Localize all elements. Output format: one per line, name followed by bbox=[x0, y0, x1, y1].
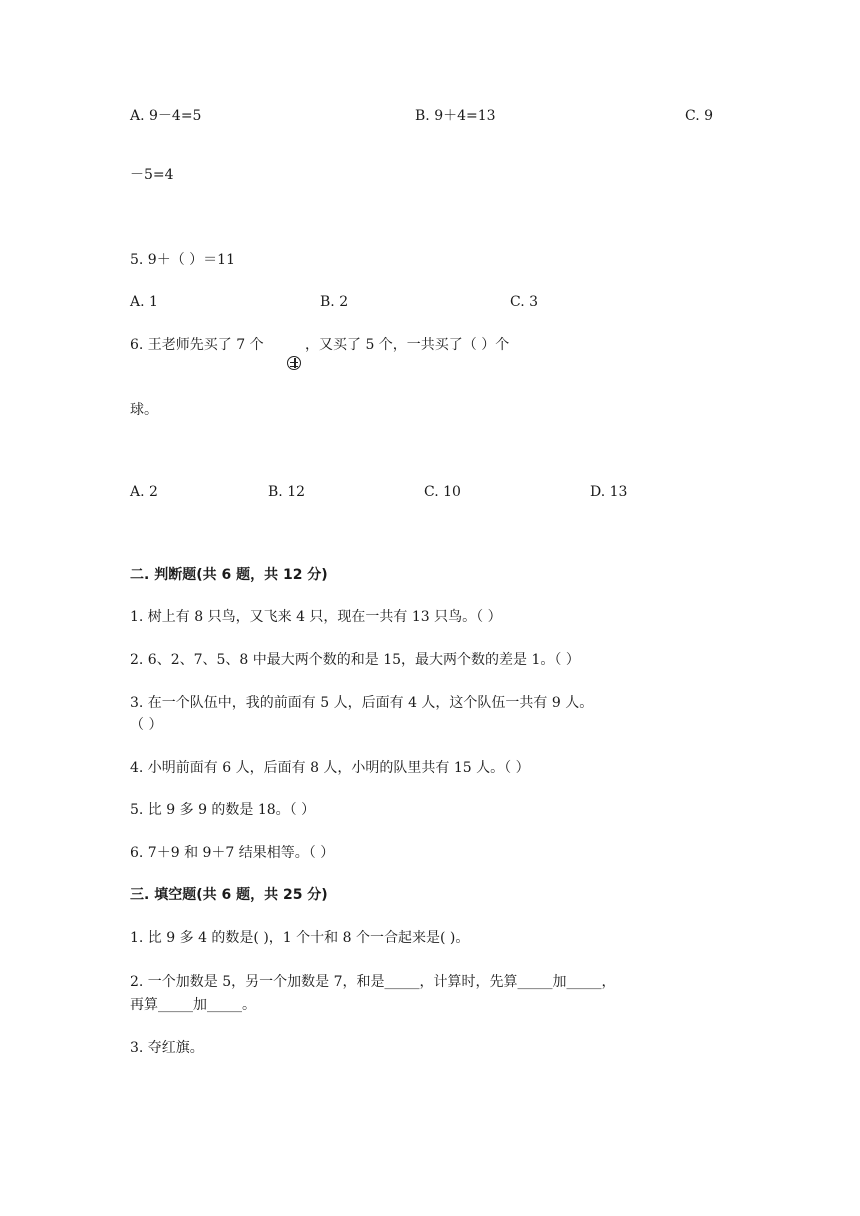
section2-item-1: 1. 树上有 8 只鸟，又飞来 4 只，现在一共有 13 只鸟。（ ） bbox=[130, 609, 502, 625]
q5-option-a: A. 1 bbox=[130, 294, 158, 310]
section2-item-5: 5. 比 9 多 9 的数是 18。（ ） bbox=[130, 802, 316, 818]
section3-item-1: 1. 比 9 多 4 的数是( )，1 个十和 8 个一合起来是( )。 bbox=[130, 930, 470, 946]
q4-option-c: C. 9 bbox=[685, 108, 714, 124]
section2-heading: 二. 判断题(共 6 题，共 12 分) bbox=[130, 567, 328, 583]
q6-option-b: B. 12 bbox=[268, 484, 306, 500]
section2-item-3: 3. 在一个队伍中，我的前面有 5 人，后面有 4 人，这个队伍一共有 9 人。 bbox=[130, 695, 594, 711]
q6-stem-part3: 球。 bbox=[130, 402, 158, 418]
q6-option-c: C. 10 bbox=[424, 484, 461, 500]
q4-option-b: B. 9＋4=13 bbox=[415, 108, 496, 124]
q6-option-a: A. 2 bbox=[130, 484, 158, 500]
section2-item-2: 2. 6、2、7、5、8 中最大两个数的和是 15，最大两个数的差是 1。（ ） bbox=[130, 652, 580, 668]
basketball-icon bbox=[287, 356, 301, 370]
section2-item-6: 6. 7＋9 和 9＋7 结果相等。（ ） bbox=[130, 845, 335, 861]
q4-option-c-continued: －5=4 bbox=[130, 167, 174, 183]
section2-item-3-bracket: （ ） bbox=[130, 717, 163, 733]
q6-stem-part1: 6. 王老师先买了 7 个 bbox=[130, 337, 264, 353]
q4-option-a: A. 9－4=5 bbox=[130, 108, 202, 124]
q5-option-b: B. 2 bbox=[320, 294, 349, 310]
q6-stem-part2: ，又买了 5 个，一共买了（ ）个 bbox=[305, 337, 510, 353]
section3-heading: 三. 填空题(共 6 题，共 25 分) bbox=[130, 887, 328, 903]
q5-stem: 5. 9＋（ ）＝11 bbox=[130, 252, 235, 268]
section2-item-4: 4. 小明前面有 6 人，后面有 8 人，小明的队里共有 15 人。（ ） bbox=[130, 760, 530, 776]
section3-item-2: 2. 一个加数是 5，另一个加数是 7，和是_____，计算时，先算_____加_____， bbox=[130, 974, 616, 990]
section3-item-2-continued: 再算_____加_____。 bbox=[130, 997, 256, 1013]
q6-option-d: D. 13 bbox=[590, 484, 628, 500]
section3-item-3: 3. 夺红旗。 bbox=[130, 1040, 204, 1056]
q5-option-c: C. 3 bbox=[510, 294, 539, 310]
